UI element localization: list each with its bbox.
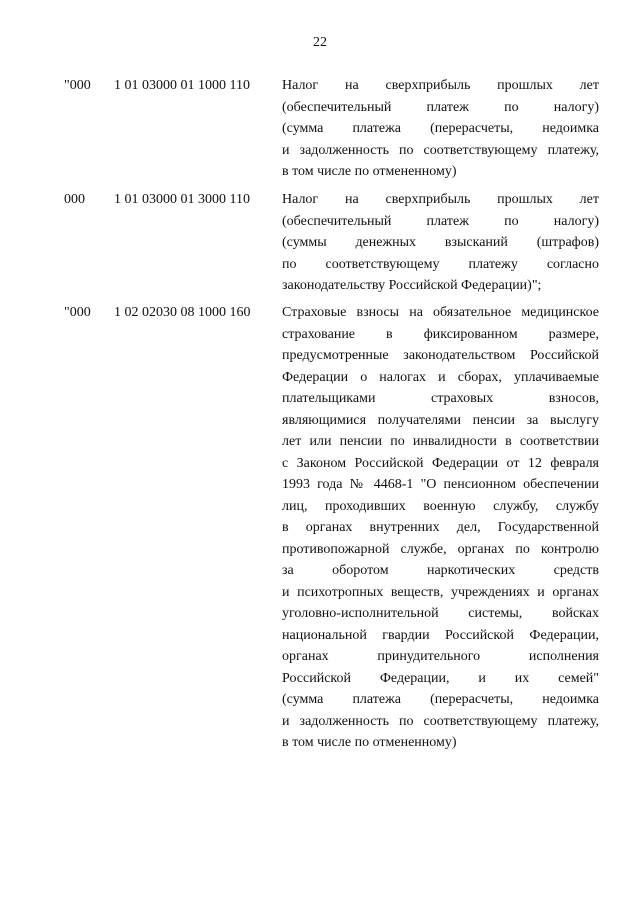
description-line: (обеспечительный платеж по налогу) (282, 213, 599, 229)
admin-code: 000 (64, 192, 85, 207)
page-number: 22 (313, 35, 327, 50)
description-line: лет или пенсии по инвалидности в соответствии (282, 434, 599, 449)
description-line: за оборотом наркотических средств (282, 563, 599, 578)
description-line: законодательству Российской Федерации)"; (282, 278, 542, 293)
description-line: плательщиками страховых взносов, (282, 391, 599, 406)
description-line: по соответствующему платежу согласно (282, 256, 599, 272)
admin-code: "000 (64, 78, 91, 93)
description-line: Российской Федерации, и их семей" (282, 670, 599, 686)
description-line: Страховые взносы на обязательное медицинское (282, 305, 599, 320)
description-line: (суммы денежных взысканий (штрафов) (282, 235, 599, 250)
description-line: (обеспечительный платеж по налогу) (282, 99, 599, 115)
description-line: страхование в фиксированном размере, (282, 326, 599, 342)
budget-classification-code: 1 01 03000 01 3000 110 (114, 192, 250, 207)
description-line: лиц, проходивших военную службу, службу (282, 498, 599, 514)
description-line: в органах внутренних дел, Государственной (282, 520, 599, 535)
description-line: национальной гвардии Российской Федерации, (282, 627, 599, 643)
admin-code: "000 (64, 305, 91, 320)
income-description (282, 75, 599, 183)
budget-classification-code: 1 01 03000 01 1000 110 (114, 78, 250, 93)
income-description (282, 302, 599, 754)
budget-classification-code: 1 02 02030 08 1000 160 (114, 305, 251, 320)
description-line: (сумма платежа (перерасчеты, недоимка (282, 121, 599, 136)
description-line: 1993 года № 4468-1 "О пенсионном обеспечении (282, 477, 599, 492)
income-description (282, 189, 599, 297)
description-line: противопожарной службе, органах по контролю (282, 541, 599, 557)
description-line: (сумма платежа (перерасчеты, недоимка (282, 692, 599, 707)
description-line: с Законом Российской Федерации от 12 февраля (282, 455, 599, 471)
description-line: и задолженность по соответствующему платежу, (282, 142, 599, 158)
description-line: в том числе по отмененному) (282, 735, 457, 750)
description-line: и задолженность по соответствующему платежу, (282, 713, 599, 729)
description-line: являющимися получателями пенсии за выслугу (282, 412, 599, 428)
description-line: Налог на сверхприбыль прошлых лет (282, 192, 599, 207)
description-line: и психотропных веществ, учреждениях и органах (282, 584, 599, 600)
description-line: органах принудительного исполнения (282, 649, 599, 664)
description-line: в том числе по отмененному) (282, 164, 457, 179)
description-line: Налог на сверхприбыль прошлых лет (282, 78, 599, 93)
description-line: Федерации о налогах и сборах, уплачиваемые (282, 369, 599, 385)
description-line: уголовно-исполнительной системы, войсках (282, 606, 599, 621)
description-line: предусмотренные законодательством Российской (282, 348, 599, 363)
